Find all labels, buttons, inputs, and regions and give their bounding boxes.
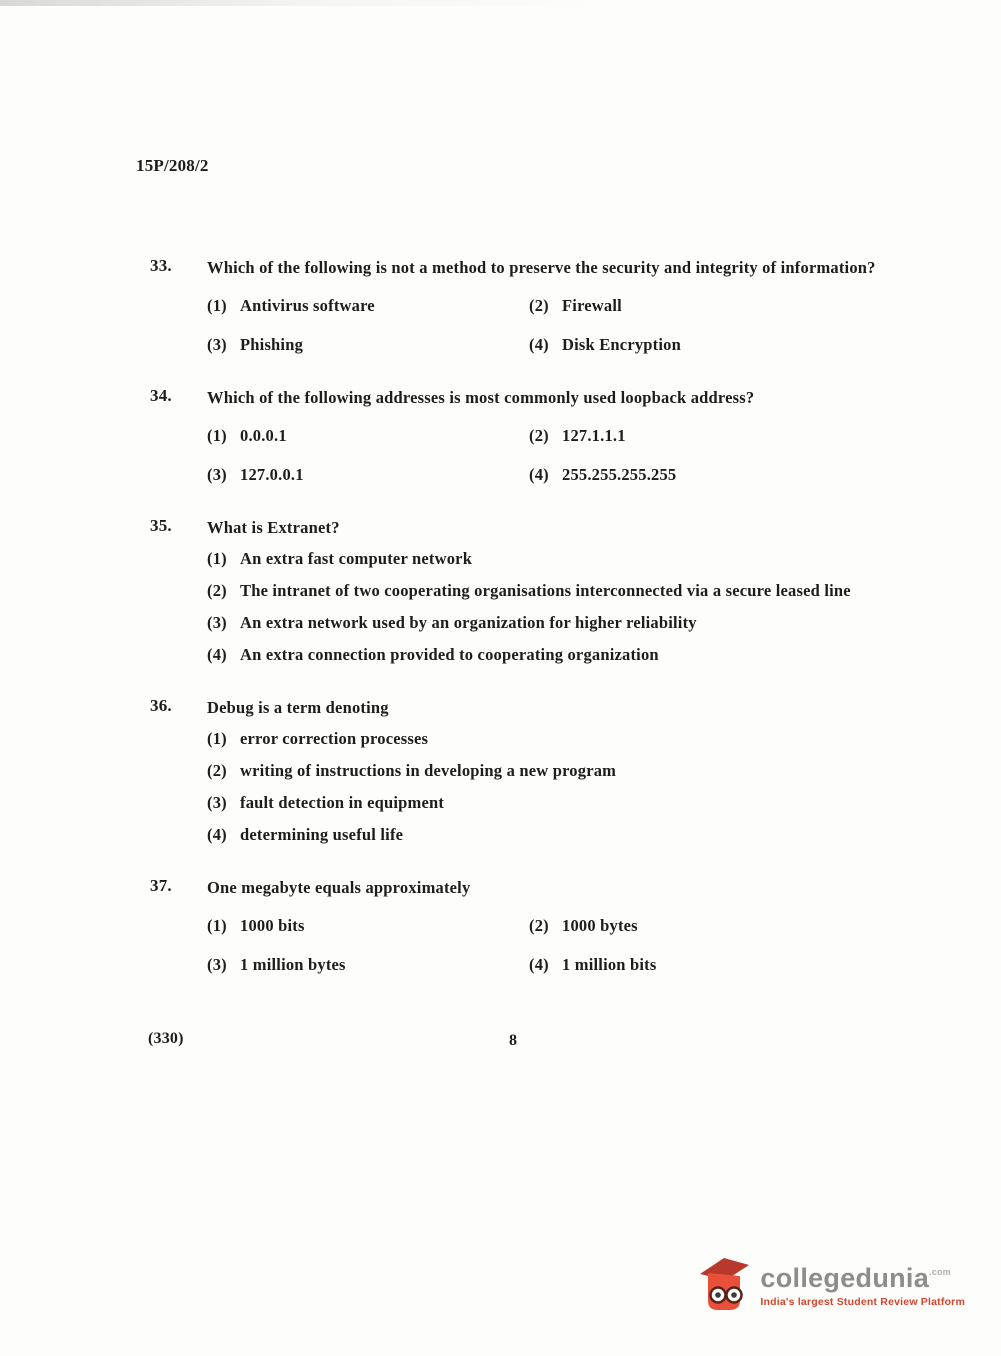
- option-text: An extra network used by an organization for higher reliability: [240, 613, 697, 632]
- option: [207, 824, 898, 846]
- option-label: (3): [207, 955, 227, 974]
- option: [207, 644, 898, 666]
- page-number: 8: [509, 1032, 518, 1049]
- question-text: Which of the following is not a method to preserve the security and integrity of information?: [207, 258, 876, 277]
- option-text: 1 million bytes: [240, 955, 346, 974]
- option-text: 0.0.0.1: [240, 426, 287, 445]
- option-label: (3): [207, 335, 227, 354]
- question-text: One megabyte equals approximately: [207, 878, 471, 897]
- option: [207, 728, 898, 750]
- option: [207, 612, 898, 634]
- option-label: (2): [207, 581, 227, 600]
- option-text: 255.255.255.255: [562, 465, 677, 484]
- option: [529, 425, 898, 447]
- option-label: (2): [529, 426, 549, 445]
- collegedunia-mascot-icon: [695, 1254, 751, 1316]
- option-text: 1000 bytes: [562, 916, 638, 935]
- question: [150, 516, 898, 666]
- question-text: Debug is a term denoting: [207, 698, 389, 717]
- option: [529, 295, 898, 317]
- question-number: 35.: [150, 516, 172, 535]
- question: [150, 386, 898, 486]
- question: [150, 256, 898, 356]
- question-number: 34.: [150, 386, 172, 405]
- question: [150, 696, 898, 846]
- option-label: (4): [529, 955, 549, 974]
- option: [529, 334, 898, 356]
- option-text: 127.0.0.1: [240, 465, 304, 484]
- option: [207, 295, 529, 317]
- collegedunia-logo: [695, 1254, 965, 1316]
- option-label: (2): [529, 916, 549, 935]
- options-list: [207, 915, 898, 976]
- option-label: (1): [207, 916, 227, 935]
- option-label: (4): [529, 335, 549, 354]
- option: [207, 580, 898, 602]
- option-text: An extra connection provided to cooperating organization: [240, 645, 659, 664]
- question-text: What is Extranet?: [207, 518, 340, 537]
- option-label: (3): [207, 465, 227, 484]
- option-label: (2): [529, 296, 549, 315]
- option-text: Firewall: [562, 296, 622, 315]
- option-label: (1): [207, 426, 227, 445]
- brand-tagline: India's largest Student Review Platform: [760, 1295, 965, 1308]
- option-text: fault detection in equipment: [240, 793, 445, 812]
- option: [529, 464, 898, 486]
- option: [207, 464, 529, 486]
- option-label: (1): [207, 296, 227, 315]
- paper-code: 15P/208/2: [136, 156, 209, 175]
- option-text: An extra fast computer network: [240, 549, 473, 568]
- option: [207, 548, 898, 570]
- option: [529, 915, 898, 937]
- option: [207, 792, 898, 814]
- option-label: (3): [207, 793, 227, 812]
- option-label: (4): [207, 645, 227, 664]
- option-text: determining useful life: [240, 825, 404, 844]
- option-text: Disk Encryption: [562, 335, 681, 354]
- options-list: [207, 295, 898, 356]
- options-list: [207, 548, 898, 666]
- option-text: error correction processes: [240, 729, 429, 748]
- question-text: Which of the following addresses is most commonly used loopback address?: [207, 388, 755, 407]
- option-label: (4): [207, 825, 227, 844]
- questions-section: [150, 256, 898, 1006]
- option: [207, 425, 529, 447]
- booklet-code: (330): [148, 1030, 184, 1047]
- brand-suffix: .com: [929, 1266, 951, 1277]
- option: [207, 760, 898, 782]
- option-text: 1000 bits: [240, 916, 305, 935]
- option-text: 1 million bits: [562, 955, 657, 974]
- question: [150, 876, 898, 976]
- option-label: (1): [207, 729, 227, 748]
- option: [207, 954, 529, 976]
- option: [529, 954, 898, 976]
- option-text: The intranet of two cooperating organisations interconnected via a secure leased line: [240, 581, 851, 600]
- option: [207, 915, 529, 937]
- option-label: (4): [529, 465, 549, 484]
- option-text: Antivirus software: [240, 296, 375, 315]
- option: [207, 334, 529, 356]
- option-label: (3): [207, 613, 227, 632]
- options-list: [207, 728, 898, 846]
- option-text: 127.1.1.1: [562, 426, 626, 445]
- question-number: 37.: [150, 876, 172, 895]
- option-text: Phishing: [240, 335, 304, 354]
- question-number: 36.: [150, 696, 172, 715]
- option-label: (2): [207, 761, 227, 780]
- option-text: writing of instructions in developing a new program: [240, 761, 617, 780]
- brand-name: collegedunia: [760, 1262, 930, 1293]
- option-label: (1): [207, 549, 227, 568]
- question-number: 33.: [150, 256, 172, 275]
- options-list: [207, 425, 898, 486]
